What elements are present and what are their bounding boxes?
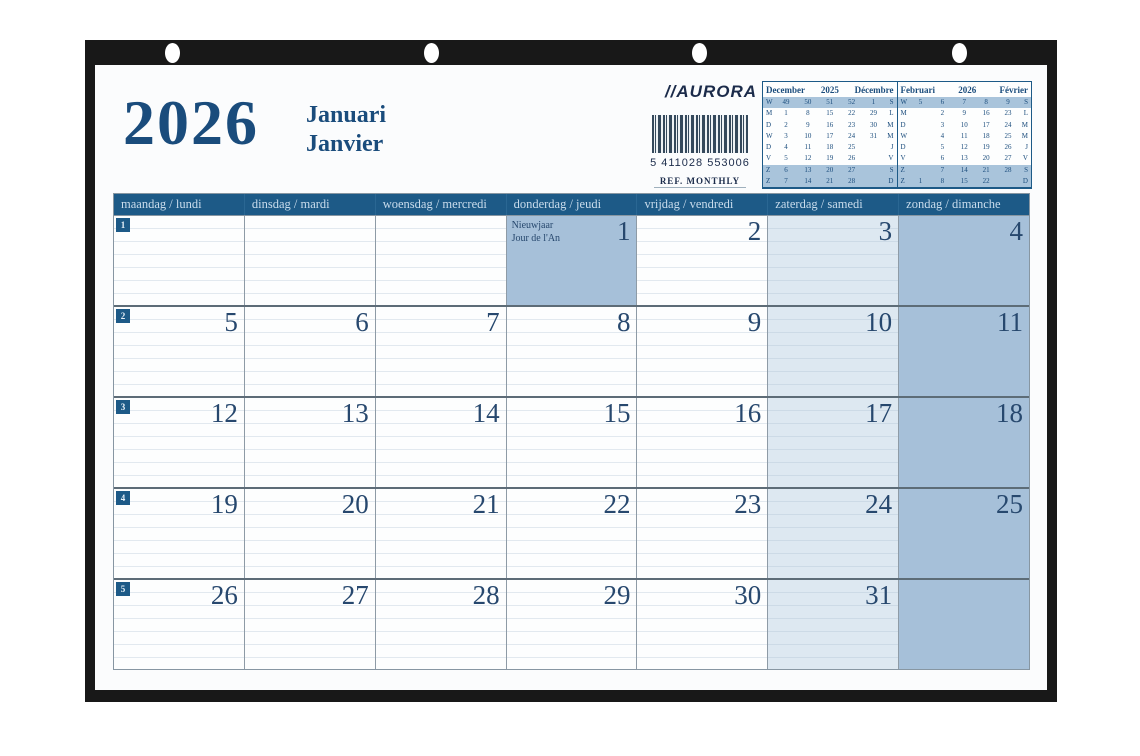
day-cell [506, 489, 637, 578]
mini-date: 49 [782, 98, 790, 107]
hanger-hole [165, 43, 180, 63]
mini-date: 24 [848, 131, 856, 140]
day-cell [114, 489, 244, 578]
day-cell [636, 216, 767, 305]
mini-date: 26 [848, 154, 856, 163]
day-cell [114, 398, 244, 487]
mini-calendar-row [898, 108, 1032, 119]
mini-day-letter-fr: S [1024, 98, 1028, 107]
day-header: donderdag / jeudi [506, 194, 637, 215]
mini-date: 29 [870, 109, 878, 118]
date-number: 1 [616, 216, 631, 246]
mini-date: 5 [940, 143, 945, 152]
mini-day-letter-fr: J [1025, 143, 1028, 152]
date-number: 16 [734, 398, 762, 428]
mini-day-letter-fr: D [1022, 176, 1028, 185]
hanger-hole [692, 43, 707, 63]
mini-calendars [762, 81, 1032, 189]
calendar-frame [85, 40, 1057, 702]
mini-calendar-row [898, 97, 1032, 108]
day-cell [898, 580, 1029, 669]
mini-date: 25 [1004, 131, 1012, 140]
mini-date: 11 [804, 143, 812, 152]
calendar-page [95, 65, 1047, 690]
mini-date: 2 [940, 109, 945, 118]
date-number: 30 [734, 580, 762, 610]
mini-date: 10 [804, 131, 812, 140]
mini-date: 12 [804, 154, 812, 163]
mini-date: 14 [804, 176, 812, 185]
mini-day-letter-fr: V [888, 154, 894, 163]
week-row [114, 396, 1029, 487]
mini-day-letter-nl: Z [900, 176, 905, 185]
date-number: 15 [603, 398, 631, 428]
mini-date: 7 [784, 176, 788, 185]
week-number-badge: 4 [116, 491, 130, 505]
day-cell [767, 489, 898, 578]
date-number: 24 [865, 489, 893, 519]
date-number: 13 [341, 398, 369, 428]
day-cell [636, 489, 767, 578]
hanger-hole [952, 43, 967, 63]
date-number: 12 [210, 398, 238, 428]
mini-day-letter-fr: V [1022, 154, 1028, 163]
mini-date: 27 [848, 165, 856, 174]
mini-date: 23 [848, 120, 856, 129]
mini-day-letter-nl: D [766, 120, 772, 129]
date-number: 8 [616, 307, 631, 337]
day-cell [375, 398, 506, 487]
month-title-fr: Janvier [306, 130, 384, 157]
date-number: 10 [865, 307, 893, 337]
hanger-hole [424, 43, 439, 63]
week-number-badge: 3 [116, 400, 130, 414]
mini-day-letter-fr: S [1024, 165, 1028, 174]
day-header-row [114, 194, 1029, 215]
mini-date: 9 [1006, 98, 1010, 107]
mini-calendar-row [898, 176, 1032, 187]
mini-day-letter-nl: Z [766, 176, 771, 185]
mini-date: 24 [1004, 120, 1012, 129]
mini-month-name-nl: Februari [900, 85, 935, 95]
mini-calendar-row [898, 131, 1032, 142]
day-header: maandag / lundi [121, 197, 202, 211]
date-number: 4 [1009, 216, 1024, 246]
mini-day-letter-fr: M [887, 131, 894, 140]
day-cell [244, 580, 375, 669]
mini-date: 19 [826, 154, 834, 163]
mini-date: 5 [784, 154, 788, 163]
mini-day-letter-nl: V [766, 154, 772, 163]
mini-date: 50 [804, 98, 812, 107]
date-number: 17 [865, 398, 893, 428]
mini-date: 15 [826, 109, 834, 118]
mini-date: 28 [1004, 165, 1012, 174]
mini-date: 4 [940, 131, 945, 140]
mini-day-letter-nl: W [766, 98, 773, 107]
mini-date: 8 [984, 98, 988, 107]
mini-day-letter-nl: Z [766, 165, 771, 174]
mini-date: 16 [826, 120, 834, 129]
mini-date: 4 [784, 143, 788, 152]
day-cell [767, 216, 898, 305]
mini-month-year: 2026 [958, 85, 977, 95]
date-number: 23 [734, 489, 762, 519]
mini-calendar-row [898, 142, 1032, 153]
day-cell [506, 307, 637, 396]
mini-date: 25 [848, 143, 856, 152]
mini-date: 28 [848, 176, 856, 185]
date-number: 19 [210, 489, 238, 519]
mini-date: 22 [848, 109, 856, 118]
day-cell [636, 307, 767, 396]
barcode-block [648, 115, 752, 189]
day-cell [898, 489, 1029, 578]
holiday-label [512, 219, 560, 245]
week-row [114, 305, 1029, 396]
day-cell [506, 216, 637, 305]
barcode-digits: 5 411028 553006 [650, 157, 750, 169]
holiday-label-line: Nieuwjaar [511, 220, 554, 231]
week-number-badge: 5 [116, 582, 130, 596]
mini-day-letter-fr: J [890, 143, 894, 152]
date-number: 31 [865, 580, 893, 610]
barcode [652, 115, 748, 153]
mini-date: 17 [982, 120, 990, 129]
mini-date: 20 [826, 165, 834, 174]
date-number: 5 [224, 307, 238, 337]
main-calendar-grid [113, 193, 1030, 670]
mini-calendar [897, 82, 1032, 187]
day-cell [375, 216, 506, 305]
mini-day-letter-fr: D [888, 176, 894, 185]
mini-day-letter-nl: W [900, 98, 908, 107]
day-cell [767, 580, 898, 669]
mini-date: 8 [940, 176, 945, 185]
day-cell [636, 398, 767, 487]
mini-date: 13 [960, 154, 968, 163]
mini-date: 1 [784, 109, 788, 118]
mini-day-letter-nl: M [766, 109, 773, 118]
mini-date: 6 [784, 165, 788, 174]
day-cell [375, 489, 506, 578]
day-header: zaterdag / samedi [767, 194, 898, 215]
mini-calendar-row [763, 120, 897, 131]
holiday-label-line: Jour de l'An [511, 233, 561, 244]
date-number: 29 [603, 580, 631, 610]
mini-date: 8 [806, 109, 810, 118]
mini-calendar-row [763, 131, 897, 142]
mini-day-letter-fr: M [887, 120, 894, 129]
mini-day-letter-fr: L [1023, 109, 1028, 118]
mini-calendar-row [763, 97, 897, 108]
mini-day-letter-fr: M [1021, 120, 1028, 129]
day-header: zondag / dimanche [898, 194, 1029, 215]
day-cell [375, 580, 506, 669]
ref-label: REF. MONTHLY [654, 176, 746, 188]
mini-date: 22 [982, 176, 990, 185]
day-header: woensdag / mercredi [375, 194, 506, 215]
date-number: 2 [747, 216, 762, 246]
mini-date: 30 [870, 120, 878, 129]
mini-date: 12 [960, 143, 968, 152]
mini-day-letter-fr: S [889, 165, 894, 174]
mini-date: 51 [826, 98, 834, 107]
mini-date: 21 [982, 165, 990, 174]
date-number: 20 [341, 489, 369, 519]
mini-date: 23 [1004, 109, 1012, 118]
mini-day-letter-fr: M [1021, 131, 1028, 140]
mini-calendar-row [763, 165, 897, 176]
date-number: 6 [355, 307, 369, 337]
mini-date: 7 [940, 165, 945, 174]
day-cell [767, 307, 898, 396]
mini-date: 10 [960, 120, 968, 129]
mini-date: 7 [962, 98, 966, 107]
mini-date: 21 [826, 176, 834, 185]
week-row [114, 578, 1029, 669]
mini-date: 11 [960, 131, 968, 140]
mini-day-letter-fr: S [889, 98, 894, 107]
mini-date: 15 [960, 176, 968, 185]
date-number: 22 [603, 489, 631, 519]
week-row [114, 215, 1029, 305]
date-number: 28 [472, 580, 500, 610]
mini-date: 3 [940, 120, 945, 129]
mini-day-letter-nl: D [766, 143, 772, 152]
mini-month-name-fr: Décembre [854, 85, 894, 95]
date-number: 18 [996, 398, 1024, 428]
date-number: 14 [472, 398, 500, 428]
day-cell [898, 307, 1029, 396]
mini-day-letter-nl: V [900, 154, 906, 163]
day-cell [244, 398, 375, 487]
aurora-logo: //AURORA [664, 82, 757, 101]
mini-date: 31 [870, 131, 878, 140]
day-cell [506, 580, 637, 669]
day-cell [114, 580, 244, 669]
mini-date: 52 [848, 98, 856, 107]
mini-calendar-header [763, 82, 897, 97]
mini-date: 17 [826, 131, 834, 140]
date-number: 9 [747, 307, 762, 337]
mini-date: 13 [804, 165, 812, 174]
year-title: 2026 [123, 87, 259, 158]
mini-date: 16 [982, 109, 990, 118]
mini-calendar-row [898, 120, 1032, 131]
day-cell [244, 216, 375, 305]
day-header: dinsdag / mardi [244, 194, 375, 215]
date-number: 7 [486, 307, 500, 337]
mini-calendar-row [763, 108, 897, 119]
day-cell [114, 216, 244, 305]
date-number: 21 [472, 489, 500, 519]
mini-date: 6 [940, 154, 945, 163]
mini-date: 9 [962, 109, 966, 118]
mini-date: 20 [982, 154, 990, 163]
day-header: vrijdag / vendredi [636, 194, 767, 215]
mini-calendar-row [898, 153, 1032, 164]
month-title-nl: Januari [306, 102, 387, 128]
mini-calendar-header [898, 82, 1032, 97]
mini-month-year: 2025 [820, 85, 839, 95]
mini-month-name-nl: December [766, 85, 805, 95]
mini-calendar-row [763, 142, 897, 153]
date-number: 27 [341, 580, 369, 610]
mini-calendar-row [763, 176, 897, 187]
mini-date: 18 [982, 131, 990, 140]
mini-month-name-fr: Février [999, 85, 1028, 95]
mini-date: 19 [982, 143, 990, 152]
month-title [306, 101, 386, 159]
day-cell [898, 398, 1029, 487]
date-number: 3 [878, 216, 893, 246]
mini-day-letter-nl: Z [900, 165, 905, 174]
week-number-badge: 2 [116, 309, 130, 323]
mini-day-letter-nl: W [900, 131, 908, 140]
mini-day-letter-fr: L [889, 109, 894, 118]
day-cell [375, 307, 506, 396]
day-cell [636, 580, 767, 669]
date-number: 26 [210, 580, 238, 610]
mini-date: 1 [918, 176, 923, 185]
mini-day-letter-nl: D [900, 120, 906, 129]
mini-calendar-row [898, 165, 1032, 176]
mini-date: 6 [940, 98, 945, 107]
date-number: 25 [996, 489, 1024, 519]
mini-calendar-row [763, 153, 897, 164]
mini-calendar [763, 82, 897, 187]
mini-date: 2 [784, 120, 788, 129]
mini-date: 26 [1004, 143, 1012, 152]
day-cell [114, 307, 244, 396]
day-cell [506, 398, 637, 487]
date-number: 11 [997, 307, 1024, 337]
mini-date: 5 [918, 98, 923, 107]
mini-date: 9 [806, 120, 810, 129]
mini-day-letter-nl: D [900, 143, 906, 152]
mini-date: 1 [871, 98, 876, 107]
mini-date: 27 [1004, 154, 1012, 163]
mini-day-letter-nl: M [900, 109, 907, 118]
day-cell [244, 489, 375, 578]
mini-date: 3 [784, 131, 788, 140]
mini-date: 14 [960, 165, 968, 174]
day-cell [898, 216, 1029, 305]
week-number-badge: 1 [116, 218, 130, 232]
mini-date: 18 [826, 143, 834, 152]
mini-day-letter-nl: W [766, 131, 773, 140]
week-row [114, 487, 1029, 578]
day-cell [244, 307, 375, 396]
day-cell [767, 398, 898, 487]
